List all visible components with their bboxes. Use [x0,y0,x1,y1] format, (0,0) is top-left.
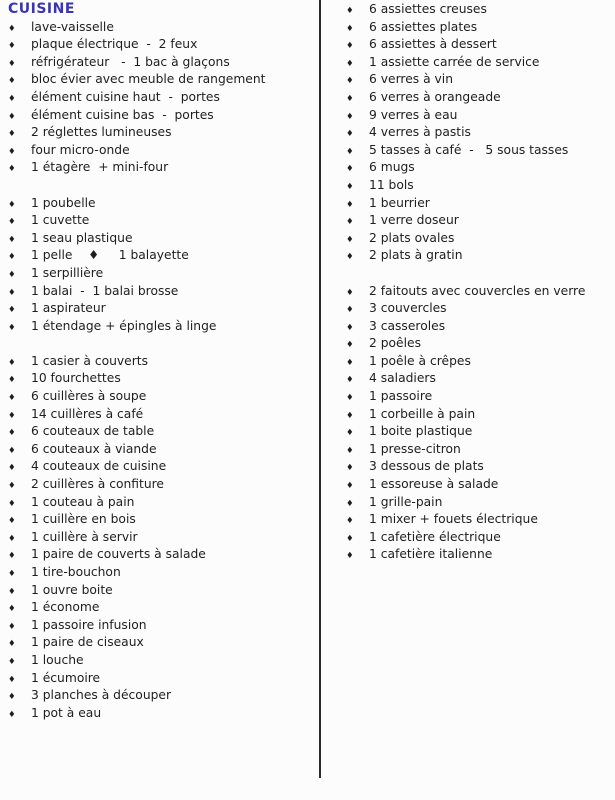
item-text: 3 couvercles [369,301,447,316]
list-item [346,476,611,494]
list-item [346,19,611,37]
list-item [8,564,313,582]
list-item [8,19,313,37]
diamond-bullet-icon: ♦ [8,111,16,122]
list-item [8,212,313,230]
list-item [8,300,313,318]
diamond-bullet-icon: ♦ [346,164,354,175]
list-item [346,353,611,371]
left-item-list [8,19,313,723]
diamond-bullet-icon: ♦ [8,410,16,421]
diamond-bullet-icon: ♦ [346,322,354,333]
item-text: 6 couteaux à viande [31,441,157,456]
item-text: 1 poubelle [31,195,96,210]
diamond-bullet-icon: ♦ [346,551,354,562]
item-text: 1 boite plastique [369,424,473,439]
item-text: 1 essoreuse à salade [369,477,499,492]
diamond-bullet-icon: ♦ [346,357,354,368]
list-item [346,54,611,72]
item-text: bloc évier avec meuble de rangement [31,72,266,87]
list-item [8,36,313,54]
diamond-bullet-icon: ♦ [346,375,354,386]
diamond-bullet-icon: ♦ [8,129,16,140]
diamond-bullet-icon: ♦ [8,199,16,210]
item-text: 1 corbeille à pain [369,406,476,421]
diamond-bullet-icon: ♦ [8,481,16,492]
list-item [346,529,611,547]
list-item [346,107,611,125]
list-item [8,617,313,635]
list-item [8,388,313,406]
diamond-bullet-icon: ♦ [346,463,354,474]
item-text: 1 serpillière [31,265,104,280]
list-item [8,705,313,723]
list-item [8,159,313,177]
diamond-bullet-icon: ♦ [346,129,354,140]
item-text: 1 passoire infusion [31,617,147,632]
diamond-bullet-icon: ♦ [8,252,16,263]
diamond-bullet-icon: ♦ [346,445,354,456]
list-item [8,494,313,512]
diamond-bullet-icon: ♦ [8,551,16,562]
diamond-bullet-icon: ♦ [8,569,16,579]
diamond-bullet-icon: ♦ [8,621,16,632]
diamond-bullet-icon: ♦ [346,6,354,16]
item-text: 4 couteaux de cuisine [31,459,167,474]
diamond-bullet-icon: ♦ [8,93,16,104]
item-text: élément cuisine haut - portes [31,89,220,104]
diamond-bullet-icon: ♦ [8,58,16,69]
item-text: 2 plats à gratin [369,248,463,263]
diamond-bullet-icon: ♦ [8,463,16,474]
diamond-bullet-icon: ♦ [346,498,354,509]
item-text: 1 paire de ciseaux [31,635,144,650]
item-text: 6 assiettes à dessert [369,37,497,52]
diamond-bullet-icon: ♦ [346,287,354,298]
list-item [346,458,611,476]
item-text: 2 réglettes lumineuses [31,125,172,140]
list-item [8,441,313,459]
diamond-bullet-icon: ♦ [346,410,354,421]
item-text: 1 paire de couverts à salade [31,547,206,562]
list-item [8,406,313,424]
item-text: 6 assiettes creuses [369,2,487,16]
item-text: 2 plats ovales [369,230,455,245]
diamond-bullet-icon: ♦ [8,357,16,368]
list-item [346,423,611,441]
diamond-bullet-icon: ♦ [8,674,16,685]
diamond-bullet-icon: ♦ [8,322,16,333]
list-item [346,300,611,318]
diamond-bullet-icon: ♦ [8,234,16,245]
item-text: 10 fourchettes [31,371,121,386]
list-item [8,247,313,265]
column-divider [319,0,321,778]
item-text: 3 planches à découper [31,688,172,703]
diamond-bullet-icon: ♦ [8,709,16,720]
item-text: 14 cuillères à café [31,406,144,421]
left-column [8,1,313,722]
item-text: 1 verre doseur [369,213,459,228]
item-text: 1 cuvette [31,213,90,228]
list-item [8,54,313,72]
list-item [346,511,611,529]
list-item [8,546,313,564]
item-text: lave-vaisselle [31,19,114,34]
group-spacer [346,265,611,283]
diamond-bullet-icon: ♦ [8,656,16,667]
diamond-bullet-icon: ♦ [346,234,354,245]
diamond-bullet-icon: ♦ [346,217,354,228]
diamond-bullet-icon: ♦ [8,146,16,157]
list-item [346,388,611,406]
item-text: 2 faitouts avec couvercles en verre [369,283,586,298]
diamond-bullet-icon: ♦ [8,498,16,509]
item-text: 1 presse-citron [369,441,461,456]
diamond-bullet-icon: ♦ [346,41,354,52]
item-text: 2 poêles [369,336,422,351]
list-item [346,441,611,459]
list-item [8,652,313,670]
item-text: 6 couteaux de table [31,424,155,439]
diamond-bullet-icon: ♦ [8,586,16,597]
list-item [346,1,611,19]
item-text: 1 grille-pain [369,494,443,509]
list-item [8,423,313,441]
list-item [346,142,611,160]
list-item [8,230,313,248]
list-item [8,511,313,529]
diamond-bullet-icon: ♦ [346,533,354,544]
list-item [8,458,313,476]
item-text: 2 cuillères à confiture [31,477,165,492]
item-text: 6 cuillères à soupe [31,389,147,404]
item-text: 1 étendage + épingles à linge [31,318,217,333]
item-text: 4 saladiers [369,371,436,386]
diamond-bullet-icon: ♦ [346,428,354,439]
list-item [8,283,313,301]
item-text: 6 assiettes plates [369,19,478,34]
item-text: 6 verres à vin [369,72,454,87]
item-text: 1 pelle ♦ 1 balayette [31,248,189,263]
diamond-bullet-icon: ♦ [8,269,16,280]
list-item [8,124,313,142]
item-text: élément cuisine bas - portes [31,107,214,122]
item-text: 1 beurrier [369,195,430,210]
item-text: 1 seau plastique [31,230,133,245]
diamond-bullet-icon: ♦ [8,604,16,615]
item-text: 9 verres à eau [369,107,458,122]
list-item [346,370,611,388]
item-text: 1 cafetière électrique [369,529,501,544]
item-text: 5 tasses à café - 5 sous tasses [369,142,569,157]
list-item [8,265,313,283]
item-text: 1 économe [31,600,100,615]
list-item [346,36,611,54]
item-text: 1 balai - 1 balai brosse [31,283,179,298]
item-text: plaque électrique - 2 feux [31,37,198,52]
diamond-bullet-icon: ♦ [346,181,354,192]
item-text: 1 casier à couverts [31,353,149,368]
diamond-bullet-icon: ♦ [8,305,16,316]
list-item [8,195,313,213]
diamond-bullet-icon: ♦ [8,164,16,175]
list-item [346,406,611,424]
list-item [346,71,611,89]
item-text: four micro-onde [31,142,130,157]
diamond-bullet-icon: ♦ [346,58,354,69]
item-text: 1 passoire [369,389,433,404]
item-text: 1 cuillère à servir [31,529,138,544]
list-item [8,370,313,388]
diamond-bullet-icon: ♦ [346,340,354,351]
list-item [8,529,313,547]
list-item [346,89,611,107]
list-item [8,670,313,688]
page-title: CUISINE [8,1,75,17]
diamond-bullet-icon: ♦ [346,76,354,87]
list-item [346,247,611,265]
item-text: 6 verres à orangeade [369,89,501,104]
diamond-bullet-icon: ♦ [8,533,16,544]
diamond-bullet-icon: ♦ [346,305,354,316]
diamond-bullet-icon: ♦ [346,393,354,404]
diamond-bullet-icon: ♦ [8,516,16,527]
list-item [346,124,611,142]
diamond-bullet-icon: ♦ [8,639,16,650]
item-text: 6 mugs [369,160,415,175]
list-item [8,318,313,336]
list-item [8,89,313,107]
item-text: 11 bols [369,177,414,192]
diamond-bullet-icon: ♦ [346,516,354,527]
item-text: 1 ouvre boite [31,582,113,597]
list-item [346,546,611,564]
diamond-bullet-icon: ♦ [346,146,354,157]
item-text: 1 pot à eau [31,705,102,720]
item-text: réfrigérateur - 1 bac à glaçons [31,54,230,69]
list-item [8,107,313,125]
item-text: 1 cuillère en bois [31,512,136,527]
list-item [346,335,611,353]
list-item [8,687,313,705]
diamond-bullet-icon: ♦ [346,481,354,492]
item-text: 1 assiette carrée de service [369,54,540,69]
diamond-bullet-icon: ♦ [346,93,354,104]
item-text: 1 mixer + fouets électrique [369,512,538,527]
list-item [346,230,611,248]
diamond-bullet-icon: ♦ [346,252,354,263]
item-text: 1 poêle à crêpes [369,353,471,368]
list-item [346,177,611,195]
item-text: 1 couteau à pain [31,494,135,509]
item-text: 1 cafetière italienne [369,547,493,562]
diamond-bullet-icon: ♦ [346,111,354,122]
list-item [346,195,611,213]
item-text: 1 écumoire [31,670,101,685]
diamond-bullet-icon: ♦ [346,199,354,210]
list-item [346,283,611,301]
item-text: 1 tire-bouchon [31,565,121,579]
list-item [346,212,611,230]
diamond-bullet-icon: ♦ [8,393,16,404]
list-item [346,318,611,336]
item-text: 1 aspirateur [31,301,106,316]
diamond-bullet-icon: ♦ [8,445,16,456]
diamond-bullet-icon: ♦ [346,23,354,34]
group-spacer [8,177,313,195]
diamond-bullet-icon: ♦ [8,23,16,34]
item-text: 4 verres à pastis [369,125,471,140]
right-column [346,1,611,564]
list-item [8,582,313,600]
list-item [8,634,313,652]
item-text: 3 casseroles [369,318,446,333]
diamond-bullet-icon: ♦ [8,41,16,52]
diamond-bullet-icon: ♦ [8,76,16,87]
diamond-bullet-icon: ♦ [8,217,16,228]
group-spacer [8,335,313,353]
diamond-bullet-icon: ♦ [8,428,16,439]
list-item [8,476,313,494]
right-item-list [346,1,611,564]
list-item [8,353,313,371]
list-item [8,142,313,160]
diamond-bullet-icon: ♦ [8,692,16,703]
item-text: 1 étagère + mini-four [31,160,169,175]
diamond-bullet-icon: ♦ [8,375,16,386]
list-item [8,71,313,89]
diamond-bullet-icon: ♦ [8,287,16,298]
item-text: 3 dessous de plats [369,459,484,474]
list-item [346,159,611,177]
list-item [346,494,611,512]
item-text: 1 louche [31,652,84,667]
list-item [8,599,313,617]
